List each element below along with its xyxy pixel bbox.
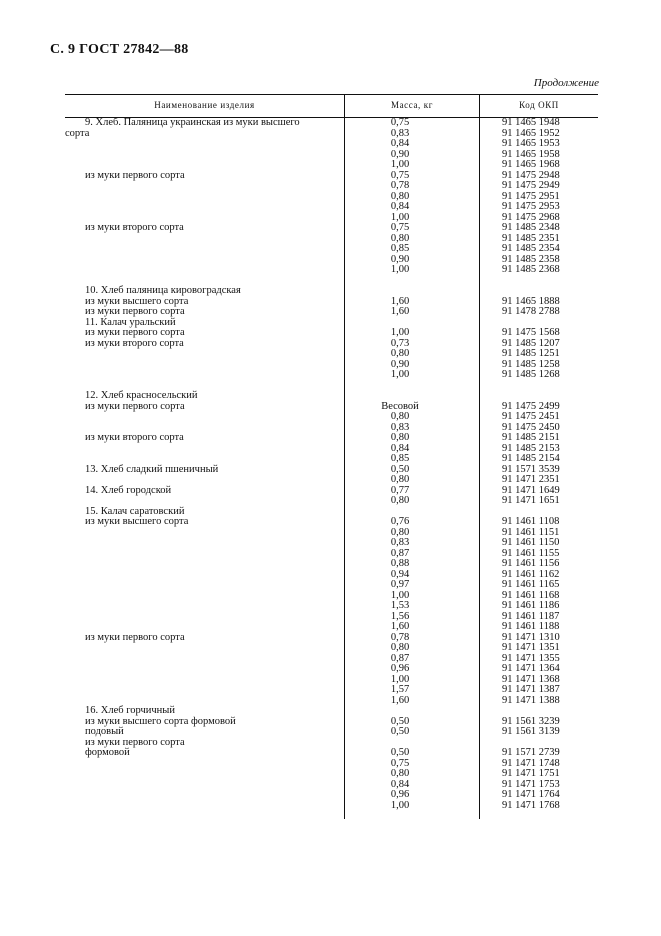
mass-cell: 0,80 — [390, 474, 410, 485]
column-header-mass: Масса, кг — [390, 100, 434, 110]
table-row — [65, 790, 598, 801]
product-name-cell: из муки высшего сорта — [85, 516, 189, 527]
okp-code-cell: 91 1485 2153 — [502, 442, 560, 454]
table-row — [65, 139, 598, 150]
okp-code-cell: 91 1465 1953 — [502, 138, 560, 149]
okp-code-cell: 91 1471 1387 — [502, 684, 560, 695]
okp-code-cell: 91 1485 1258 — [502, 358, 560, 370]
okp-code-cell: 91 1461 1162 — [502, 568, 560, 580]
mass-cell: 0,88 — [390, 558, 410, 569]
mass-cell: 0,84 — [390, 442, 410, 454]
okp-code-cell: 91 1475 1568 — [502, 327, 560, 338]
mass-cell: 0,76 — [390, 516, 410, 527]
table-row — [65, 643, 598, 654]
okp-code-cell: 91 1485 1251 — [502, 348, 560, 359]
mass-cell: 0,90 — [390, 148, 410, 160]
mass-cell: 0,83 — [390, 127, 410, 139]
table-row — [65, 244, 598, 255]
mass-cell: 0,87 — [390, 547, 410, 559]
mass-cell: 0,90 — [390, 358, 410, 370]
mass-cell: 0,77 — [390, 484, 410, 496]
okp-code-cell: 91 1471 1764 — [502, 789, 560, 800]
table-row — [65, 160, 598, 171]
okp-code-cell: 91 1461 1165 — [502, 579, 560, 590]
product-name-cell: из муки первого сорта — [85, 400, 185, 412]
okp-code-cell: 91 1461 1186 — [502, 600, 560, 611]
mass-cell: 0,78 — [390, 631, 410, 643]
okp-code-cell: 91 1465 1968 — [502, 159, 560, 170]
mass-cell: 1,00 — [390, 799, 410, 811]
okp-code-cell: 91 1465 1952 — [502, 127, 560, 139]
table-row — [65, 286, 598, 297]
table-row — [65, 223, 598, 234]
mass-cell: 0,87 — [390, 652, 410, 664]
table-row — [65, 559, 598, 570]
okp-code-cell: 91 1471 1310 — [502, 631, 560, 643]
product-name-cell: из муки первого сорта — [85, 306, 185, 317]
product-name-cell: 13. Хлеб сладкий пшеничный — [85, 463, 219, 475]
product-name-cell: из муки первого сорта — [85, 736, 185, 748]
mass-cell: 0,80 — [390, 432, 410, 443]
product-name-cell: из муки первого сорта — [85, 631, 185, 643]
okp-code-cell: 91 1461 1108 — [502, 516, 560, 527]
okp-code-cell: 91 1461 1151 — [502, 526, 560, 538]
mass-cell: 0,80 — [390, 190, 410, 202]
mass-cell: 0,73 — [390, 337, 410, 349]
product-name-cell: из муки второго сорта — [85, 222, 184, 233]
table-row — [65, 202, 598, 213]
product-table — [65, 94, 598, 819]
mass-cell: 0,80 — [390, 495, 410, 506]
mass-cell: 0,85 — [390, 243, 410, 254]
mass-cell: 0,97 — [390, 579, 410, 590]
mass-cell: 0,84 — [390, 778, 410, 790]
mass-cell: 1,00 — [390, 589, 410, 601]
okp-code-cell: 91 1475 2968 — [502, 211, 560, 223]
okp-code-cell: 91 1471 1368 — [502, 673, 560, 685]
mass-cell: 1,60 — [390, 621, 410, 632]
mass-cell: Весовой — [381, 400, 419, 412]
mass-cell: 1,00 — [390, 159, 410, 170]
column-header-code: Код ОКП — [519, 100, 559, 110]
table-row — [65, 664, 598, 675]
product-name-cell: 15. Калач саратовский — [85, 505, 185, 517]
okp-code-cell: 91 1485 2354 — [502, 243, 560, 254]
mass-cell: 0,50 — [390, 726, 410, 737]
product-name-cell: 12. Хлеб красносельский — [85, 390, 198, 401]
okp-code-cell: 91 1471 1388 — [502, 694, 560, 706]
table-row — [65, 769, 598, 780]
mass-cell: 0,80 — [390, 642, 410, 653]
okp-code-cell: 91 1461 1168 — [502, 589, 560, 601]
okp-code-cell: 91 1485 2358 — [502, 253, 560, 265]
table-row — [65, 496, 598, 507]
mass-cell: 0,96 — [390, 789, 410, 800]
okp-code-cell: 91 1471 1751 — [502, 768, 560, 779]
okp-code-cell: 91 1465 1888 — [502, 295, 560, 307]
mass-cell: 0,96 — [390, 663, 410, 674]
okp-code-cell: 91 1471 1649 — [502, 484, 560, 496]
mass-cell: 0,85 — [390, 453, 410, 464]
okp-code-cell: 91 1571 2739 — [502, 747, 560, 758]
table-row — [65, 748, 598, 759]
table-body — [65, 118, 598, 811]
okp-code-cell: 91 1475 2499 — [502, 400, 560, 412]
mass-cell: 0,75 — [390, 222, 410, 233]
mass-cell: 1,57 — [390, 684, 410, 695]
mass-cell: 0,80 — [390, 411, 410, 422]
mass-cell: 0,84 — [390, 138, 410, 149]
table-row — [65, 706, 598, 717]
okp-code-cell: 91 1471 1768 — [502, 799, 560, 811]
okp-code-cell: 91 1475 2450 — [502, 421, 560, 433]
mass-cell: 0,78 — [390, 180, 410, 191]
product-name-cell: формовой — [85, 747, 130, 758]
table-row — [65, 580, 598, 591]
okp-code-cell: 91 1461 1150 — [502, 537, 560, 548]
product-name-cell: 10. Хлеб паляница кировоградская — [85, 285, 241, 296]
okp-code-cell: 91 1475 2951 — [502, 190, 560, 202]
product-name-cell: подовый — [85, 726, 124, 737]
table-row — [65, 349, 598, 360]
okp-code-cell: 91 1478 2788 — [502, 306, 560, 317]
table-row — [65, 118, 598, 129]
mass-cell: 0,83 — [390, 421, 410, 433]
mass-cell: 0,80 — [390, 526, 410, 538]
mass-cell: 0,75 — [390, 117, 410, 128]
table-row — [65, 454, 598, 465]
okp-code-cell: 91 1471 1364 — [502, 663, 560, 674]
mass-cell: 1,00 — [390, 264, 410, 275]
table-row — [65, 433, 598, 444]
mass-cell: 0,75 — [390, 757, 410, 769]
table-row — [65, 727, 598, 738]
mass-cell: 0,75 — [390, 169, 410, 181]
mass-cell: 0,80 — [390, 768, 410, 779]
table-row — [65, 328, 598, 339]
mass-cell: 0,50 — [390, 463, 410, 475]
product-name-cell: из муки высшего сорта — [85, 295, 189, 307]
okp-code-cell: 91 1485 2154 — [502, 453, 560, 464]
mass-cell: 1,00 — [390, 327, 410, 338]
product-name-cell: из муки высшего сорта формовой — [85, 715, 236, 727]
mass-cell: 1,60 — [390, 306, 410, 317]
okp-code-cell: 91 1471 1748 — [502, 757, 560, 769]
continuation-label: Продолжение — [533, 77, 599, 89]
table-row — [65, 181, 598, 192]
okp-code-cell: 91 1471 2351 — [502, 474, 560, 485]
table-row — [65, 622, 598, 633]
product-name-cell: сорта — [65, 127, 90, 139]
okp-code-cell: 91 1475 2949 — [502, 180, 560, 191]
okp-code-cell: 91 1485 1268 — [502, 369, 560, 380]
table-row — [65, 391, 598, 402]
product-name-cell: 14. Хлеб городской — [85, 484, 172, 496]
okp-code-cell: 91 1561 3139 — [502, 726, 560, 737]
okp-code-cell: 91 1471 1355 — [502, 652, 560, 664]
okp-code-cell: 91 1471 1651 — [502, 495, 560, 506]
mass-cell: 0,83 — [390, 537, 410, 548]
table-row — [65, 475, 598, 486]
product-name-cell: 11. Калач уральский — [85, 316, 176, 328]
table-row — [65, 412, 598, 423]
okp-code-cell: 91 1485 2151 — [502, 432, 560, 443]
okp-code-cell: 91 1485 2348 — [502, 222, 560, 233]
table-row — [65, 307, 598, 318]
page-title: С. 9 ГОСТ 27842—88 — [50, 42, 189, 57]
table-row — [65, 801, 598, 812]
mass-cell: 1,00 — [390, 211, 410, 223]
okp-code-cell: 91 1471 1753 — [502, 778, 560, 790]
mass-cell: 0,80 — [390, 232, 410, 244]
okp-code-cell: 91 1475 2953 — [502, 201, 560, 212]
table-row — [65, 517, 598, 528]
mass-cell: 1,00 — [390, 369, 410, 380]
okp-code-cell: 91 1485 1207 — [502, 337, 560, 349]
mass-cell: 0,50 — [390, 747, 410, 758]
okp-code-cell: 91 1485 2368 — [502, 264, 560, 275]
table-row — [65, 370, 598, 381]
mass-cell: 1,00 — [390, 673, 410, 685]
product-name-cell: 16. Хлеб горчичный — [85, 705, 175, 716]
mass-cell: 1,60 — [390, 694, 410, 706]
okp-code-cell: 91 1475 2948 — [502, 169, 560, 181]
okp-code-cell: 91 1461 1188 — [502, 621, 560, 632]
table-row — [65, 265, 598, 276]
mass-cell: 0,94 — [390, 568, 410, 580]
okp-code-cell: 91 1471 1351 — [502, 642, 560, 653]
okp-code-cell: 91 1561 3239 — [502, 715, 560, 727]
okp-code-cell: 91 1465 1948 — [502, 117, 560, 128]
mass-cell: 1,53 — [390, 600, 410, 611]
mass-cell: 0,50 — [390, 715, 410, 727]
mass-cell: 1,56 — [390, 610, 410, 622]
table-row — [65, 601, 598, 612]
column-header-name: Наименование изделия — [154, 100, 255, 110]
okp-code-cell: 91 1461 1155 — [502, 547, 560, 559]
okp-code-cell: 91 1475 2451 — [502, 411, 560, 422]
product-name-cell: из муки первого сорта — [85, 327, 185, 338]
mass-cell: 0,90 — [390, 253, 410, 265]
mass-cell: 0,80 — [390, 348, 410, 359]
okp-code-cell: 91 1461 1187 — [502, 610, 560, 622]
table-row — [65, 538, 598, 549]
okp-code-cell: 91 1485 2351 — [502, 232, 560, 244]
product-name-cell: 9. Хлеб. Паляница украинская из муки высшего — [85, 117, 300, 128]
mass-cell: 0,84 — [390, 201, 410, 212]
okp-code-cell: 91 1571 3539 — [502, 463, 560, 475]
table-row — [65, 685, 598, 696]
okp-code-cell: 91 1461 1156 — [502, 558, 560, 569]
okp-code-cell: 91 1465 1958 — [502, 148, 560, 160]
product-name-cell: из муки первого сорта — [85, 169, 185, 181]
mass-cell: 1,60 — [390, 295, 410, 307]
product-name-cell: из муки второго сорта — [85, 432, 184, 443]
product-name-cell: из муки второго сорта — [85, 337, 184, 349]
